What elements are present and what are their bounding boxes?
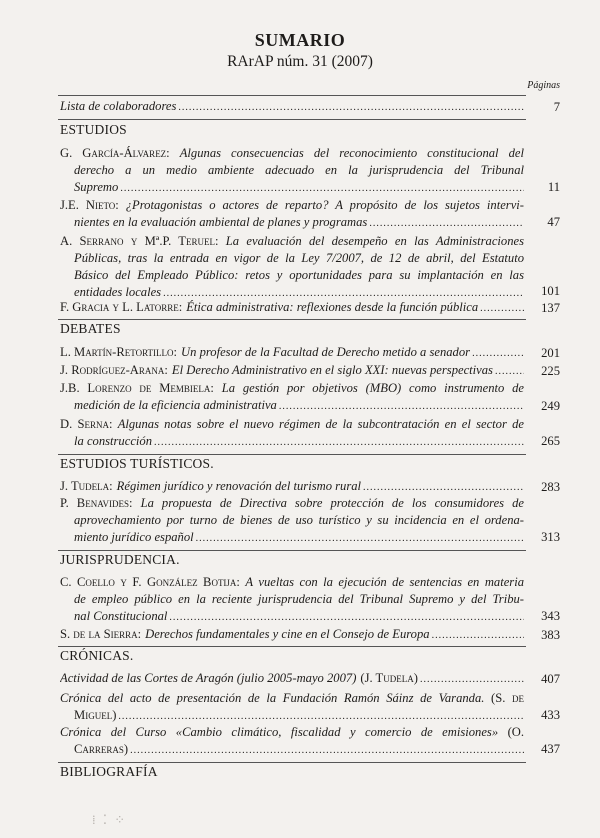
page-number: 265 — [541, 434, 560, 448]
entry-title-line: La gestión por objetivos (MBO) como instrumento de — [221, 381, 524, 395]
toc-entry[interactable] — [60, 344, 524, 362]
entry-title-line: Crónica del Curso «Cambio climático, fiscalidad y comercio de emisiones» — [60, 725, 499, 739]
entry-title-line: miento jurídico español — [74, 530, 194, 544]
page-number: 7 — [553, 100, 560, 114]
page-number: 137 — [541, 301, 560, 315]
page-number: 437 — [541, 742, 560, 756]
leader-dots — [130, 742, 524, 759]
entry-title-line: Supremo — [74, 180, 119, 194]
toc-entry[interactable] — [60, 574, 524, 626]
entry-author: D. Serna: — [60, 417, 113, 431]
leader-dots — [472, 345, 524, 362]
leader-dots — [363, 479, 524, 496]
leader-dots — [369, 215, 524, 232]
entry-author: (J. Tudela) — [360, 671, 418, 685]
toc-entry[interactable] — [60, 299, 524, 317]
entry-title-line: derecho a un medio ambiente adecuado en la jurisprudencia del Tribunal — [74, 163, 524, 177]
entry-author: P. Benavides: — [60, 496, 133, 510]
entry-title-line: Básico del Empleado Público: retos y oportunidades para su implantación en las — [74, 268, 524, 282]
page-number: 407 — [541, 672, 560, 686]
section-heading-estudios: ESTUDIOS — [60, 122, 127, 137]
journal-issue: RArAP núm. 31 (2007) — [227, 53, 373, 70]
toc-entry[interactable] — [60, 145, 524, 197]
leader-dots — [279, 398, 524, 415]
section-divider — [58, 319, 526, 320]
entry-author: C. Coello y F. González Botija: — [60, 575, 240, 589]
section-divider — [58, 646, 526, 647]
entry-title-line: medición de la eficiencia administrativa — [74, 398, 277, 412]
section-divider — [58, 762, 526, 763]
leader-dots — [432, 627, 524, 644]
entry-title-line: nientes en la evaluación ambiental de planes y programas — [74, 215, 368, 229]
top-divider — [58, 95, 526, 96]
toc-entry[interactable] — [60, 416, 524, 451]
leader-dots — [420, 671, 524, 688]
entry-title-line: Un profesor de la Facultad de Derecho metido a senador — [181, 345, 471, 359]
entry-title-line: Derechos fundamentales y cine en el Consejo de Europa — [145, 627, 430, 641]
entry-author: J.E. Nieto: — [60, 198, 119, 212]
toc-entry[interactable] — [60, 670, 524, 688]
entry-title-line: Algunas consecuencias del reconocimiento constitucional del — [179, 146, 524, 160]
page-number: 343 — [541, 609, 560, 623]
page-number: 283 — [541, 480, 560, 494]
page-number: 313 — [541, 530, 560, 544]
entry-author: (O. — [507, 725, 524, 739]
entry-title-line: Públicas, tras la entrada en vigor de la Ley 7/2007, de 12 de abril, del Estatuto — [74, 251, 524, 265]
section-divider — [58, 119, 526, 120]
entry-title-line: Actividad de las Cortes de Aragón (julio 2005-mayo 2007) — [60, 671, 357, 685]
entry-author: (S. de — [491, 691, 524, 705]
section-heading-jurisprudencia: JURISPRUDENCIA. — [60, 552, 180, 567]
entry-author: J. Rodríguez-Arana: — [60, 363, 168, 377]
toc-entry[interactable] — [60, 495, 524, 547]
entry-title: Lista de colaboradores — [60, 99, 177, 113]
leader-dots — [480, 300, 524, 317]
entry-author: J.B. Lorenzo de Membiela: — [60, 381, 214, 395]
page-number: 249 — [541, 399, 560, 413]
page-number: 101 — [541, 284, 560, 298]
entry-title-line: nal Constitucional — [74, 609, 168, 623]
page-number: 11 — [547, 180, 560, 194]
section-heading-turisticos: ESTUDIOS TURÍSTICOS. — [60, 456, 214, 471]
leader-dots — [118, 708, 524, 725]
toc-entry[interactable] — [60, 197, 524, 232]
entry-author: S. de la Sierra: — [60, 627, 142, 641]
leader-dots — [120, 180, 524, 197]
scan-smudge: ⁞ ⁚ ⁘ — [92, 812, 128, 827]
entry-title-line: La evaluación del desempeño en las Administraciones — [225, 234, 524, 248]
section-heading-cronicas: CRÓNICAS. — [60, 648, 134, 663]
entry-author: Miguel) — [74, 708, 117, 722]
toc-entry[interactable] — [60, 380, 524, 415]
entry-title-line: El Derecho Administrativo en el siglo XXI: nuevas perspectivas — [171, 363, 493, 377]
entry-author: G. García-Álvarez: — [60, 146, 170, 160]
entry-author: L. Martín-Retortillo: — [60, 345, 178, 359]
page-number: 47 — [547, 215, 560, 229]
toc-entry[interactable] — [60, 626, 524, 644]
entry-title-line: La propuesta de Directiva sobre protección de los consumidores de — [140, 496, 524, 510]
toc-entry[interactable] — [60, 478, 524, 496]
toc-entry-colaboradores[interactable] — [60, 98, 524, 116]
leader-dots — [169, 609, 524, 626]
leader-dots — [178, 99, 524, 116]
entry-title-line: Algunas notas sobre el nuevo régimen de la subcontratación en el sector de — [117, 417, 524, 431]
section-heading-bibliografia: BIBLIOGRAFÍA — [60, 764, 158, 779]
page-number: 433 — [541, 708, 560, 722]
leader-dots — [495, 363, 524, 380]
toc-entry[interactable] — [60, 233, 524, 302]
entry-title-line: Ética administrativa: reflexiones desde la función pública — [186, 300, 479, 314]
section-heading-debates: DEBATES — [60, 321, 121, 336]
page-number: 201 — [541, 346, 560, 360]
entry-title-line: Régimen jurídico y renovación del turismo rural — [116, 479, 362, 493]
leader-dots — [196, 530, 524, 547]
section-divider — [58, 550, 526, 551]
entry-title-line: ¿Protagonistas o actores de reparto? A propósito de los sujetos intervi- — [125, 198, 524, 212]
entry-title-line: entidades locales — [74, 285, 162, 299]
toc-entry[interactable] — [60, 724, 524, 759]
entry-title-line: la construcción — [74, 434, 152, 448]
toc-entry[interactable] — [60, 362, 524, 380]
entry-author: Carreras) — [74, 742, 129, 756]
page-number: 383 — [541, 628, 560, 642]
section-divider — [58, 454, 526, 455]
entry-author: F. Gracia y L. Latorre: — [60, 300, 183, 314]
page-number: 225 — [541, 364, 560, 378]
entry-author: J. Tudela: — [60, 479, 113, 493]
entry-title-line: A vueltas con la ejecución de sentencias en materia — [245, 575, 524, 589]
leader-dots — [154, 434, 524, 451]
entry-title-line: Crónica del acto de presentación de la Fundación Ramón Sáinz de Varanda. — [60, 691, 485, 705]
entry-title-line: aprovechamiento por turno de bienes de uso turístico y su incidencia en el ordena- — [74, 513, 524, 527]
entry-title-line: de empleo público en la reciente jurisprudencia del Tribunal Supremo y del Tribu- — [74, 592, 524, 606]
toc-entry[interactable] — [60, 690, 524, 725]
entry-author: A. Serrano y Mª.P. Teruel: — [60, 234, 219, 248]
paginas-label: Páginas — [527, 80, 560, 91]
page-title: SUMARIO — [254, 30, 346, 50]
